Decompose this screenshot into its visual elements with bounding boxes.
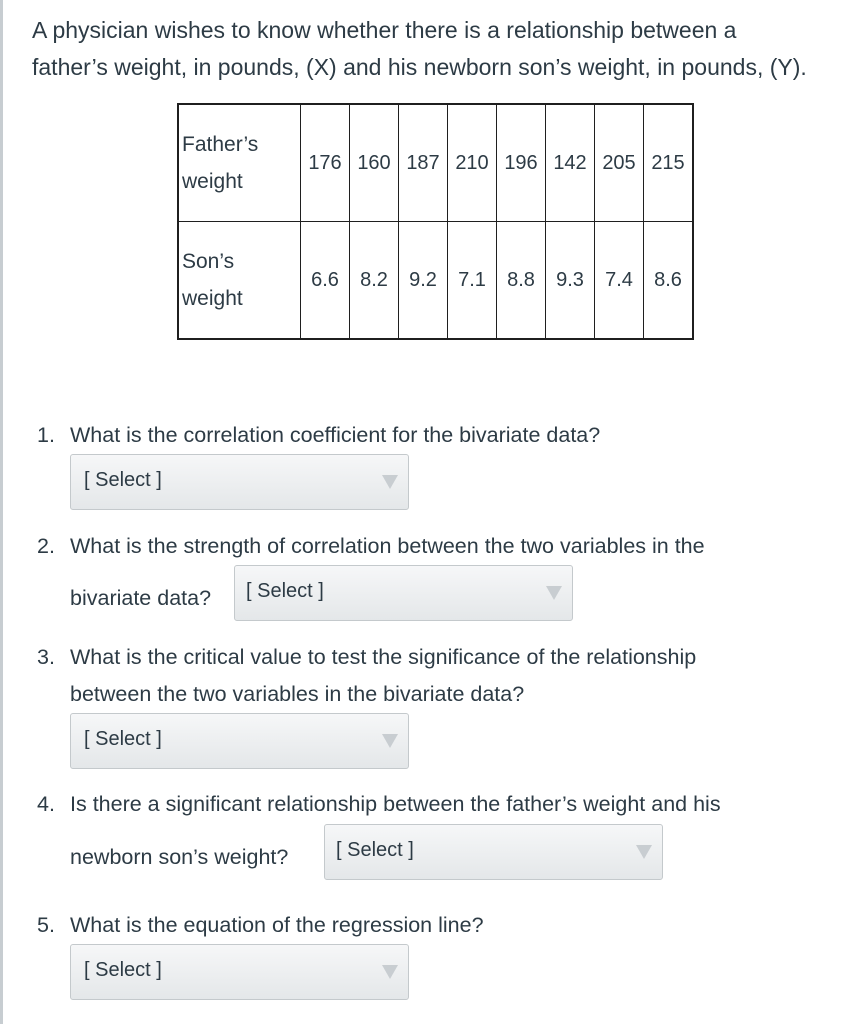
question-3-text-line-1: What is the critical value to test the significance of the relationship <box>70 645 697 669</box>
question-1-text: What is the correlation coefficient for the bivariate data? <box>70 423 601 447</box>
son-value: 7.4 <box>595 222 644 340</box>
father-value: 205 <box>595 104 644 222</box>
problem-statement <box>32 12 852 86</box>
left-border <box>0 0 3 1024</box>
son-value: 6.6 <box>301 222 350 340</box>
father-value: 176 <box>301 104 350 222</box>
chevron-down-icon <box>636 845 652 859</box>
son-weight-row <box>178 222 693 340</box>
chevron-down-icon <box>546 586 562 600</box>
question-4-number: 4. <box>37 792 55 816</box>
question-3-continued <box>37 676 837 713</box>
question-1-select[interactable] <box>70 454 409 510</box>
son-value: 8.8 <box>497 222 546 340</box>
father-value: 187 <box>399 104 448 222</box>
question-2-text-line-1: What is the strength of correlation between the two variables in the <box>70 534 705 558</box>
son-label-line-2: weight <box>182 287 243 310</box>
father-value: 142 <box>546 104 595 222</box>
father-value: 215 <box>644 104 694 222</box>
question-2-select[interactable] <box>234 565 573 621</box>
question-5-text: What is the equation of the regression line? <box>70 913 484 937</box>
chevron-down-icon <box>382 734 398 748</box>
question-2-select-label: [ Select ] <box>246 580 324 602</box>
father-weight-row <box>178 104 693 222</box>
son-value: 9.2 <box>399 222 448 340</box>
son-label-line-1: Son’s <box>182 250 235 273</box>
father-value: 210 <box>448 104 497 222</box>
question-4-select-label: [ Select ] <box>336 839 414 861</box>
question-3 <box>37 639 837 676</box>
son-value: 7.1 <box>448 222 497 340</box>
intro-line-2: father’s weight, in pounds, (X) and his newborn son’s weight, in pounds, (Y). <box>32 54 807 80</box>
question-2-number: 2. <box>37 534 55 558</box>
father-value: 196 <box>497 104 546 222</box>
father-label-line-1: Father’s <box>182 133 259 156</box>
question-3-select-label: [ Select ] <box>84 728 162 750</box>
question-2 <box>37 528 837 565</box>
chevron-down-icon <box>382 475 398 489</box>
question-1-select-label: [ Select ] <box>84 469 162 491</box>
son-value: 9.3 <box>546 222 595 340</box>
question-1-number: 1. <box>37 423 55 447</box>
question-5-select[interactable] <box>70 944 409 1000</box>
son-value: 8.6 <box>644 222 694 340</box>
son-weight-header <box>178 222 301 340</box>
intro-line-1: A physician wishes to know whether there is a relationship between a <box>32 17 737 43</box>
question-5-number: 5. <box>37 913 55 937</box>
father-value: 160 <box>350 104 399 222</box>
chevron-down-icon <box>382 965 398 979</box>
question-4-select[interactable] <box>324 824 663 880</box>
question-4-text-line-2: newborn son’s weight? <box>70 845 289 869</box>
question-4 <box>37 786 837 823</box>
father-label-line-2: weight <box>182 170 243 193</box>
question-3-number: 3. <box>37 645 55 669</box>
question-3-select[interactable] <box>70 713 409 769</box>
question-3-text-line-2: between the two variables in the bivariate data? <box>70 682 525 706</box>
son-value: 8.2 <box>350 222 399 340</box>
question-2-text-line-2: bivariate data? <box>70 586 212 610</box>
father-weight-header <box>178 104 301 222</box>
question-4-text-line-1: Is there a significant relationship between the father’s weight and his <box>70 792 721 816</box>
question-1 <box>37 417 837 454</box>
question-5 <box>37 907 837 944</box>
weights-table <box>177 103 694 340</box>
question-5-select-label: [ Select ] <box>84 959 162 981</box>
